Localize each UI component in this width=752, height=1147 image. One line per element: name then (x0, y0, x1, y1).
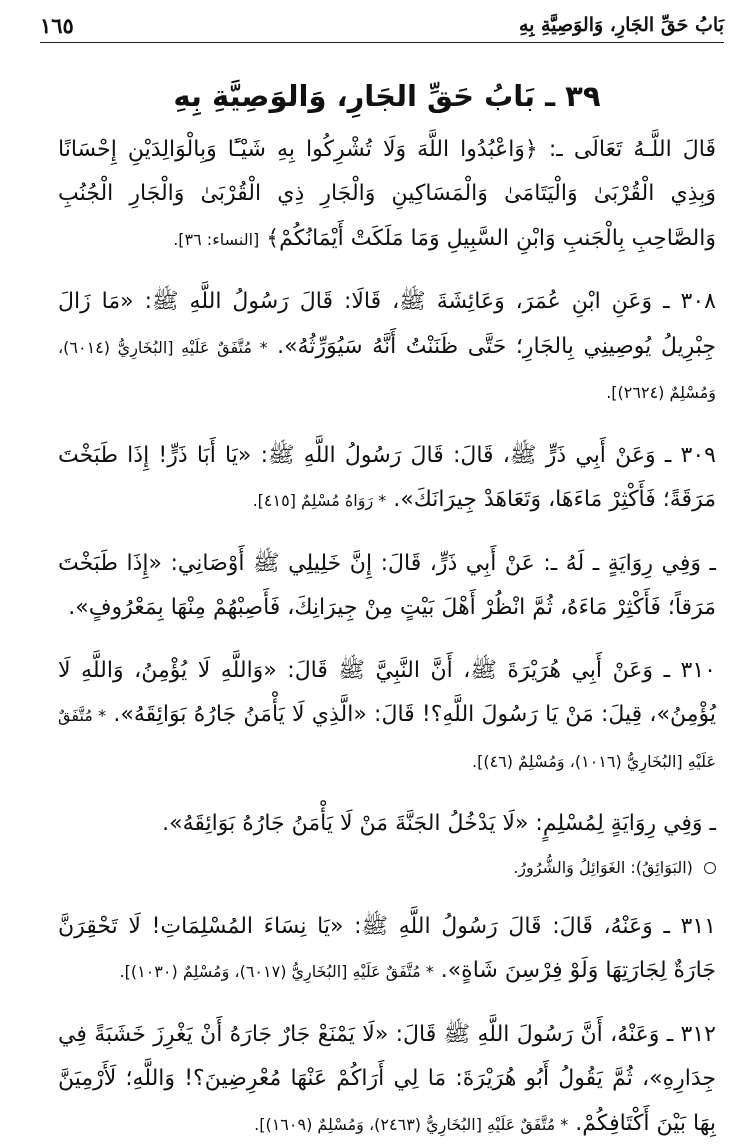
intro-paragraph (58, 128, 716, 263)
running-header-title: بَابُ حَقِّ الجَارِ، وَالوَصِيَّةِ بِهِ (518, 14, 724, 36)
hadith-text: ـ وَفِي رِوَايَةٍ لِمُسْلِمٍ: «لَا يَدْخُلُ الجَنَّةَ مَنْ لَا يَأْمَنُ جَارُهُ بَوَائِقَهُ». (162, 811, 716, 837)
hadith-text: ٣١٠ ـ وَعَنْ أَبِي هُرَيْرَةَ ﷺ، أَنَّ النَّبِيَّ ﷺ قَالَ: «وَاللَّهِ لَا يُؤْمِنُ، وَاللَّهِ لَا يُؤْمِنُ»، قِيلَ: مَنْ يَا رَسُولَ اللَّهِ؟! قَالَ: «الَّذِي لَا يَأْمَنُ جَارُهُ بَوَائِقَهُ». (58, 657, 717, 728)
hadith-reference: * مُتَّفَقٌ عَلَيْهِ [البُخَارِيُّ (٢٤٦٣)، وَمُسْلِمٌ (١٦٠٩)]. (254, 1114, 569, 1134)
hadith-text: ـ وَفِي رِوَايَةٍ ـ لَهُ ـ: عَنْ أَبِي ذَرٍّ، قَالَ: إِنَّ خَلِيلِي ﷺ أَوْصَانِي: «إِذَا طَبَخْتَ مَرَقاً؛ فَأَكْثِرْ مَاءَهُ، ثُمَّ انْظُرْ أَهْلَ بَيْتٍ مِنْ جِيرَانِكَ، فَأَصِبْهُمْ مِنْهَا بِمَعْرُوفٍ». (58, 550, 716, 621)
circle-bullet-icon (704, 862, 716, 874)
hadith-308 (58, 280, 716, 416)
running-header (40, 8, 724, 43)
gloss-note (58, 849, 716, 887)
page-content (58, 78, 716, 1147)
hadith-text: ٣١٢ ـ وَعَنْهُ، أَنَّ رَسُولَ اللَّهِ ﷺ قَالَ: «لَا يَمْنَعْ جَارٌ جَارَهُ أَنْ يَغْرِزَ خَشَبَةً فِي جِدَارِهِ»، ثُمَّ يَقُولُ أَبُو هُرَيْرَةَ: مَا لِي أَرَاكُمْ عَنْهَا مُعْرِضِينَ؟! وَاللَّهِ؛ لَأَرْمِيَنَّ بِهَا بَيْنَ أَكْتَافِكُمْ. (58, 1021, 716, 1136)
hadith-310 (58, 649, 716, 785)
chapter-title: ٣٩ ـ بَابُ حَقِّ الجَارِ، وَالوَصِيَّةِ بِهِ (173, 79, 601, 113)
hadith-reference: * مُتَّفَقٌ عَلَيْهِ [البُخَارِيُّ (٦٠١٧)، وَمُسْلِمٌ (١٠٣٠)]. (119, 962, 434, 982)
hadith-311 (58, 905, 716, 995)
hadith-309-variant (58, 542, 716, 631)
hadith-310-variant (58, 802, 716, 847)
hadith-312 (58, 1013, 716, 1147)
hadith-reference: * مُتَّفَقٌ عَلَيْهِ [البُخَارِيُّ (٦٠١٤)، وَمُسْلِمٌ (٢٦٢٤)]. (58, 337, 716, 403)
hadith-reference: * رَوَاهُ مُسْلِمٌ [٤١٥]. (252, 491, 387, 511)
intro-quran-verse: قَالَ اللَّـهُ تَعَالَى ـ: ﴿وَاعْبُدُوا اللَّهَ وَلَا تُشْرِكُوا بِهِ شَيْـًٔا وَبِالْوَالِدَيْنِ إِحْسَانًا وَبِذِي الْقُرْبَىٰ وَالْيَتَامَىٰ وَالْمَسَاكِينِ وَالْجَارِ ذِي الْقُرْبَىٰ وَالْجَارِ الْجُنُبِ وَالصَّاحِبِ بِالْجَنبِ وَابْنِ السَّبِيلِ وَمَا مَلَكَتْ أَيْمَانُكُمْ﴾ (58, 136, 716, 251)
hadith-reference: * مُتَّفَقٌ عَلَيْهِ [البُخَارِيُّ (١٠١٦)، وَمُسْلِمٌ (٤٦)]. (58, 706, 716, 771)
hadith-309 (58, 434, 716, 524)
intro-reference: [النساء: ٣٦]. (173, 229, 260, 249)
gloss-text: (البَوَائِقُ): الغَوَائِلُ وَالشُّرُورُ. (513, 857, 693, 877)
hadith-text: ٣٠٨ ـ وَعَنِ ابْنِ عُمَرَ، وَعَائِشَةَ ﷺ، قَالَا: قَالَ رَسُولُ اللَّهِ ﷺ: «مَا زَالَ جِبْرِيلُ يُوصِينِي بِالجَارِ؛ حَتَّى ظَنَنْتُ أَنَّهُ سَيُوَرِّثُهُ». (58, 289, 716, 359)
hadith-text: ٣٠٩ ـ وَعَنْ أَبِي ذَرٍّ ﷺ، قَالَ: قَالَ رَسُولُ اللَّهِ ﷺ: «يَا أَبَا ذَرٍّ! إِذَا طَبَخْتَ مَرَقَةً؛ فَأَكْثِرْ مَاءَهَا، وَتَعَاهَدْ جِيرَانَكَ». (58, 442, 716, 513)
hadith-text: ٣١١ ـ وَعَنْهُ، قَالَ: قَالَ رَسُولُ اللَّهِ ﷺ: «يَا نِسَاءَ المُسْلِمَاتِ! لَا تَحْقِرَنَّ جَارَةٌ لِجَارَتِهَا وَلَوْ فِرْسِنَ شَاةٍ». (58, 913, 716, 984)
page-number: ١٦٥ (40, 12, 74, 38)
